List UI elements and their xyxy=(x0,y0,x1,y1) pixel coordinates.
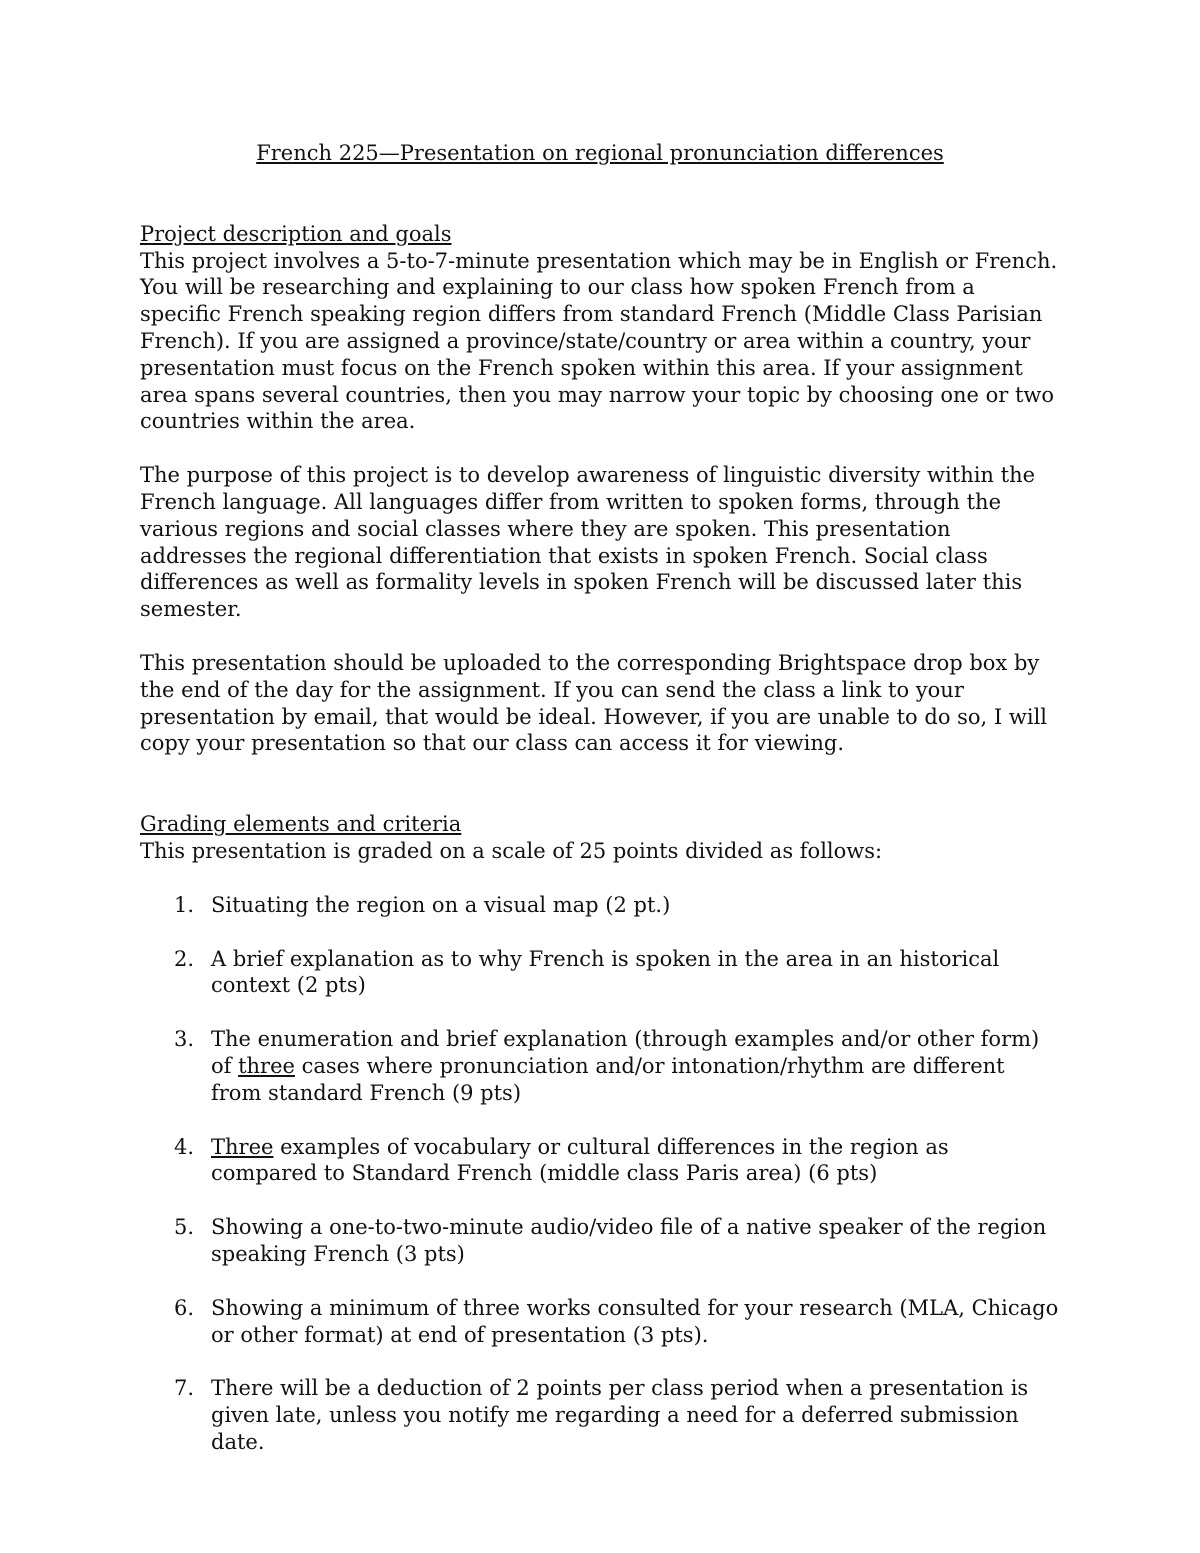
grading-heading: Grading elements and criteria xyxy=(140,812,462,837)
document-page xyxy=(140,140,1060,1483)
project-paragraph-1: This project involves a 5-to-7-minute presentation which may be in English or French. You will be researching and explaining to our class how spoken French from a specific French speaking region differs from standard French (Middle Class Parisian French). If you are assigned a province/state/country or area within a country, your presentation must focus on the French spoken within this area. If your assignment area spans several countries, then you may narrow your topic by choosing one or two countries within the area. xyxy=(140,248,1058,434)
criteria-number: 5. xyxy=(174,1215,195,1240)
criteria-item-1 xyxy=(140,892,1060,919)
criteria-text-pre: The enumeration and brief explanation (through examples and/or other form) of xyxy=(211,1027,1040,1078)
grading-intro: This presentation is graded on a scale of 25 points divided as follows: xyxy=(140,838,883,863)
criteria-item-7 xyxy=(140,1375,1060,1455)
criteria-text-emphasis: three xyxy=(238,1053,295,1078)
criteria-number: 3. xyxy=(174,1027,195,1052)
criteria-text: There will be a deduction of 2 points per class period when a presentation is given late, unless you notify me regarding a need for a deferred submission date. xyxy=(211,1376,1029,1454)
project-paragraph-2: The purpose of this project is to develop awareness of linguistic diversity within the French language. All languages differ from written to spoken forms, through the various regions and social classes where they are spoken. This presentation addresses the regional differentiation that exists in spoken French. Social class differences as well as formality levels in spoken French will be discussed later this semester. xyxy=(140,463,1036,622)
criteria-text: A brief explanation as to why French is spoken in the area in an historical context (2 pts) xyxy=(211,946,1000,998)
criteria-text-post: examples of vocabulary or cultural differences in the region as compared to Standard French (middle class Paris area) (6 pts) xyxy=(211,1134,949,1186)
criteria-number: 1. xyxy=(174,892,195,917)
criteria-item-5 xyxy=(140,1214,1060,1268)
document-title: French 225—Presentation on regional pronunciation differences xyxy=(256,141,944,165)
criteria-number: 7. xyxy=(174,1376,195,1401)
criteria-text: Showing a one-to-two-minute audio/video file of a native speaker of the region speaking French (3 pts) xyxy=(211,1215,1047,1266)
grading-criteria-list xyxy=(140,892,1060,1456)
criteria-number: 6. xyxy=(174,1295,195,1320)
criteria-text-post: cases where pronunciation and/or intonation/rhythm are different from standard French (9 pts) xyxy=(211,1053,1005,1105)
criteria-number: 2. xyxy=(174,946,195,971)
criteria-item-2 xyxy=(140,946,1060,1000)
criteria-number: 4. xyxy=(174,1134,195,1159)
project-paragraph-3: This presentation should be uploaded to the corresponding Brightspace drop box by the end of the day for the assignment. If you can send the class a link to your presentation by email, that would be ideal. However, if you are unable to do so, I will copy your presentation so that our class can access it for viewing. xyxy=(140,650,1047,756)
project-heading: Project description and goals xyxy=(140,221,452,246)
criteria-item-4 xyxy=(140,1134,1060,1188)
criteria-text: Showing a minimum of three works consulted for your research (MLA, Chicago or other format) at end of presentation (3 pts). xyxy=(211,1295,1059,1347)
criteria-item-6 xyxy=(140,1295,1060,1349)
criteria-item-3 xyxy=(140,1026,1060,1106)
criteria-text: Situating the region on a visual map (2 pt.) xyxy=(211,892,671,917)
criteria-text-emphasis: Three xyxy=(211,1134,274,1159)
